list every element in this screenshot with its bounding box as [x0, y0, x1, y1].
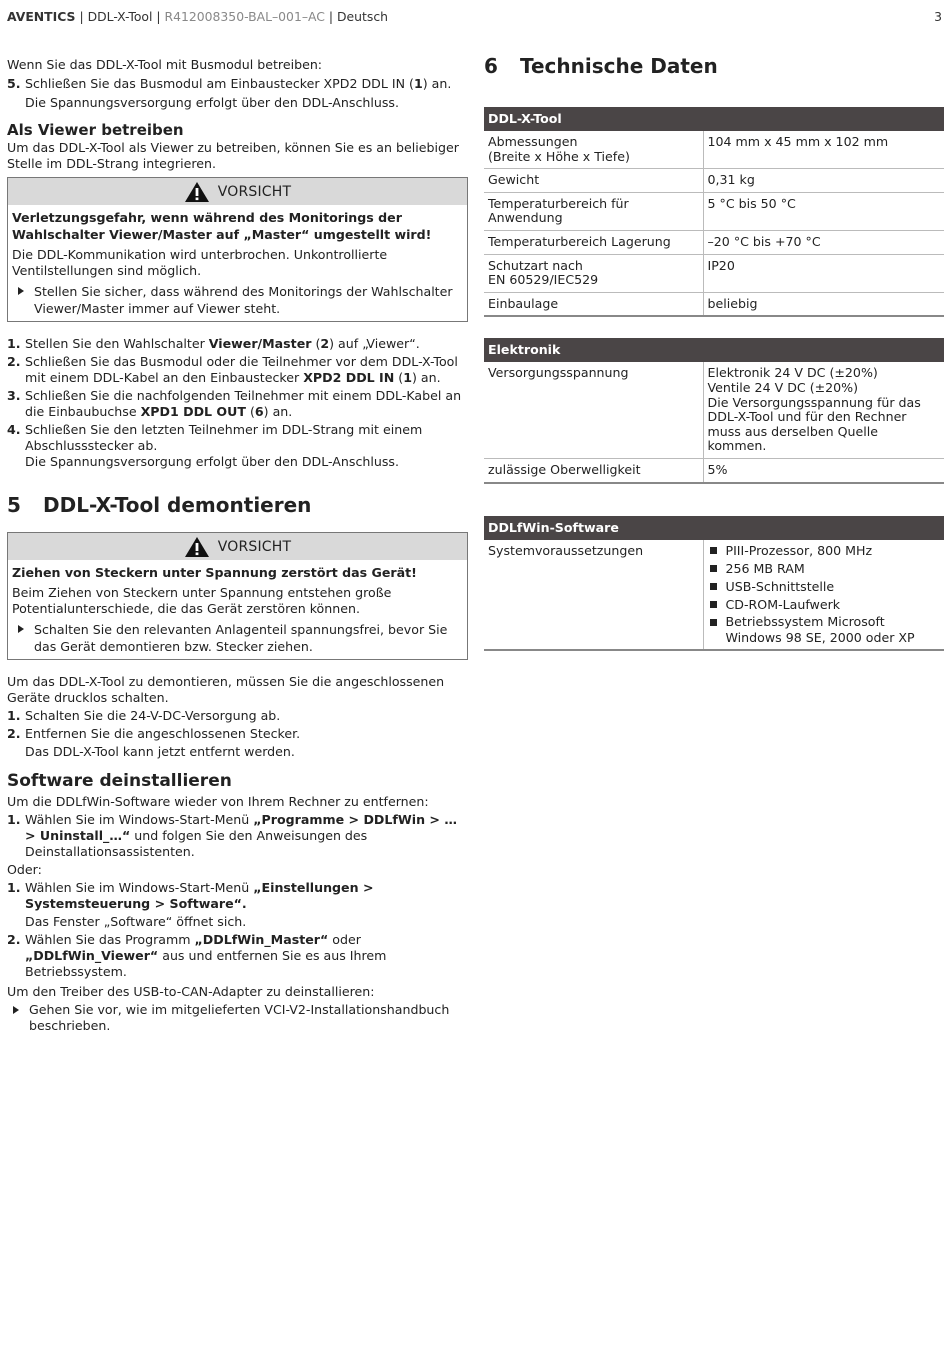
- product-name: DDL-X-Tool: [87, 9, 153, 24]
- left-column: [7, 57, 468, 1034]
- list-item: CD-ROM-Laufwerk: [708, 596, 941, 614]
- list-item: 1. Schalten Sie die 24-V-DC-Versorgung ab.: [7, 708, 281, 723]
- step-number: 5.: [7, 76, 21, 91]
- table-row: Schutzart nach EN 60529/IEC529 IP20: [484, 254, 944, 292]
- table-title: DDL-X-Tool: [484, 107, 944, 131]
- software-intro: Um die DDLfWin-Software wieder von Ihrem Rechner zu entfernen:: [7, 794, 429, 809]
- warning-box-monitoring: [7, 177, 468, 322]
- warning-action: Stellen Sie sicher, dass während des Monitorings der Wahlschalter Viewer/Master immer auf Viewer steht.: [12, 283, 463, 317]
- spec-table-software: [484, 516, 944, 651]
- table-title: Elektronik: [484, 338, 944, 362]
- document-number: R412008350-BAL–001–AC: [164, 9, 325, 24]
- warning-title: VORSICHT: [217, 183, 292, 200]
- warning-triangle-icon: [184, 536, 210, 558]
- busmodul-intro: Wenn Sie das DDL-X-Tool mit Busmodul betreiben:: [7, 57, 323, 72]
- viewer-intro: Um das DDL-X-Tool als Viewer zu betreiben, können Sie es an beliebiger Stelle im DDL-Strang integrieren.: [7, 140, 459, 171]
- section-6-heading: 6 Technische Daten: [484, 54, 718, 78]
- software-uninstall-heading: Software deinstallieren: [7, 771, 232, 791]
- list-item: USB-Schnittstelle: [708, 578, 941, 596]
- table-row: Abmessungen (Breite x Höhe x Tiefe) 104 mm x 45 mm x 102 mm: [484, 131, 944, 169]
- page-number: 3: [934, 9, 942, 24]
- list-item: 1. Wählen Sie im Windows-Start-Menü „Programme > DDLfWin > … > Uninstall_…“ und folgen Sie den Anweisungen des Deinstallationsassistenten.: [7, 812, 457, 859]
- warning-text: Beim Ziehen von Steckern unter Spannung entstehen große Potentialunterschiede, die das Gerät zerstören können.: [12, 585, 392, 616]
- list-item: 4. Schließen Sie den letzten Teilnehmer im DDL-Strang mit einem Abschlussstecker ab.: [7, 422, 423, 453]
- table-title: DDLfWin-Software: [484, 516, 944, 540]
- list-item: PIII-Prozessor, 800 MHz: [708, 542, 941, 560]
- table-row: Versorgungsspannung Elektronik 24 V DC (±20%) Ventile 24 V DC (±20%) Die Versorgungsspannung für das DDL-X-Tool und für den Rechner muss aus derselben Quelle kommen.: [484, 362, 944, 458]
- warning-header: [8, 178, 467, 205]
- table-row: Systemvoraussetzungen PIII-Prozessor, 800 MHz 256 MB RAM USB-Schnittstelle CD-ROM-Laufwerk Betriebssystem Microsoft Windows 98 SE, 2000 oder XP: [484, 540, 944, 650]
- page-header: AVENTICS | DDL-X-Tool | R412008350-BAL–001–AC | Deutsch 3: [7, 9, 942, 24]
- warning-headline: Ziehen von Steckern unter Spannung zerstört das Gerät!: [12, 565, 417, 580]
- list-item: 1. Stellen Sie den Wahlschalter Viewer/Master (2) auf „Viewer“.: [7, 336, 420, 351]
- or-label: Oder:: [7, 862, 42, 877]
- table-row: Temperaturbereich Lagerung –20 °C bis +70 °C: [484, 230, 944, 254]
- language: Deutsch: [337, 9, 388, 24]
- dismount-result: Das DDL-X-Tool kann jetzt entfernt werden.: [25, 744, 295, 759]
- usb-action: Gehen Sie vor, wie im mitgelieferten VCI-V2-Installationshandbuch beschrieben.: [7, 1002, 468, 1034]
- list-item: 1. Wählen Sie im Windows-Start-Menü „Einstellungen > Systemsteuerung > Software“.: [7, 880, 374, 911]
- viewer-heading: Als Viewer betreiben: [7, 121, 184, 139]
- warning-action: Schalten Sie den relevanten Anlagenteil spannungsfrei, bevor Sie das Gerät demontieren bzw. Stecker ziehen.: [12, 621, 463, 655]
- list-item: 3. Schließen Sie die nachfolgenden Teilnehmer mit einem DDL-Kabel an die Einbaubuchse XPD1 DDL OUT (6) an.: [7, 388, 462, 419]
- software-window-result: Das Fenster „Software“ öffnet sich.: [25, 914, 247, 929]
- spec-table-electronics: [484, 338, 944, 483]
- viewer-steps: [7, 336, 468, 470]
- steps-result: Die Spannungsversorgung erfolgt über den DDL-Anschluss.: [25, 454, 399, 469]
- right-column: [484, 53, 944, 651]
- warning-header: [8, 533, 467, 560]
- table-row: Gewicht 0,31 kg: [484, 169, 944, 193]
- spec-table-device: [484, 107, 944, 317]
- table-row: Einbaulage beliebig: [484, 292, 944, 316]
- table-row: zulässige Oberwelligkeit 5%: [484, 458, 944, 482]
- usb-intro: Um den Treiber des USB-to-CAN-Adapter zu deinstallieren:: [7, 984, 375, 999]
- list-item: 2. Schließen Sie das Busmodul oder die Teilnehmer vor dem DDL-X-Tool mit einem DDL-Kabel an den Einbaustecker XPD2 DDL IN (1) an.: [7, 354, 458, 385]
- section-5-heading: 5 DDL-X-Tool demontieren: [7, 493, 312, 517]
- warning-headline: Verletzungsgefahr, wenn während des Monitorings der Wahlschalter Viewer/Master auf „Master“ umgestellt wird!: [12, 210, 432, 242]
- list-item: 2. Entfernen Sie die angeschlossenen Stecker.: [7, 726, 301, 741]
- warning-box-dismount: [7, 532, 468, 660]
- brand-name: AVENTICS: [7, 9, 76, 24]
- busmodul-step: 5. Schließen Sie das Busmodul am Einbaustecker XPD2 DDL IN (1) an.: [7, 76, 452, 91]
- warning-text: Die DDL-Kommunikation wird unterbrochen. Unkontrollierte Ventilstellungen sind möglich.: [12, 247, 388, 278]
- list-item: Betriebssystem Microsoft Windows 98 SE, 2000 oder XP: [708, 614, 941, 646]
- list-item: 2. Wählen Sie das Programm „DDLfWin_Master“ oder „DDLfWin_Viewer“ aus und entfernen Sie es aus Ihrem Betriebssystem.: [7, 932, 387, 979]
- busmodul-result: Die Spannungsversorgung erfolgt über den DDL-Anschluss.: [25, 95, 399, 110]
- warning-title: VORSICHT: [217, 538, 292, 555]
- dismount-intro: Um das DDL-X-Tool zu demontieren, müssen Sie die angeschlossenen Geräte drucklos schalten.: [7, 674, 445, 705]
- list-item: 256 MB RAM: [708, 560, 941, 578]
- table-row: Temperaturbereich für Anwendung 5 °C bis 50 °C: [484, 192, 944, 230]
- warning-triangle-icon: [184, 181, 210, 203]
